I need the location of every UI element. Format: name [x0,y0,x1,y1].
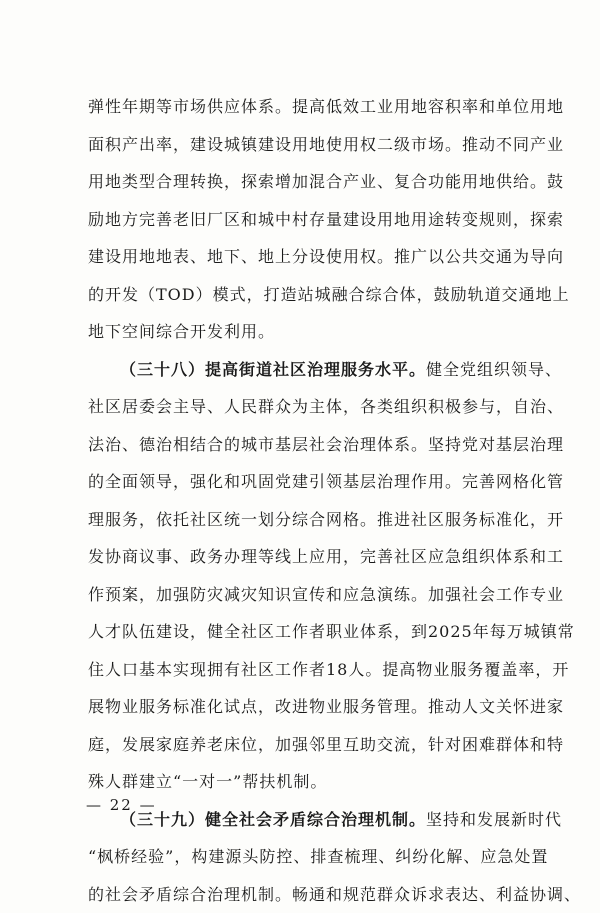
heading-continuation: 健全党组织领导、 [426,360,562,379]
section-heading-39: （三十九）健全社会矛盾综合治理机制。 [120,810,426,829]
paragraph-38 [88,351,512,801]
text-line: 励地方完善老旧厂区和城中村存量建设用地用途转变规则，探索 [88,201,512,239]
page-number: — 22 — [86,796,157,814]
paragraph-39 [88,801,512,913]
text-line: 用地类型合理转换，探索增加混合产业、复合功能用地供给。鼓 [88,163,512,201]
heading-continuation: 坚持和发展新时代 [426,810,562,829]
text-line: 人才队伍建设，健全社区工作者职业体系，到2025年每万城镇常 [88,613,512,651]
text-line: 的社会矛盾综合治理机制。畅通和规范群众诉求表达、利益协调、 [88,876,512,913]
text-line: 发协商议事、政务办理等线上应用，完善社区应急组织体系和工 [88,538,512,576]
text-line: 的开发（TOD）模式，打造站城融合综合体，鼓励轨道交通地上 [88,276,512,314]
paragraph-land-use [88,88,512,351]
text-line: 建设用地地表、地下、地上分设使用权。推广以公共交通为导向 [88,238,512,276]
text-line: 住人口基本实现拥有社区工作者18人。提高物业服务覆盖率，开 [88,651,512,689]
text-line: 庭，发展家庭养老床位，加强邻里互助交流，针对困难群体和特 [88,726,512,764]
text-line: 殊人群建立“一对一”帮扶机制。 [88,763,512,801]
text-line: 社区居委会主导、人民群众为主体，各类组织积极参与，自治、 [88,388,512,426]
text-line: 法治、德治相结合的城市基层社会治理体系。坚持党对基层治理 [88,426,512,464]
body-text [88,88,512,913]
text-line: 作预案，加强防灾减灾知识宣传和应急演练。加强社会工作专业 [88,576,512,614]
section-heading-38: （三十八）提高街道社区治理服务水平。 [120,360,426,379]
text-line: 面积产出率，建设城镇建设用地使用权二级市场。推动不同产业 [88,126,512,164]
text-line: 地下空间综合开发利用。 [88,313,512,351]
text-line: 弹性年期等市场供应体系。提高低效工业用地容积率和单位用地 [88,88,512,126]
text-line: 展物业服务标准化试点，改进物业服务管理。推动人文关怀进家 [88,688,512,726]
text-line: 的全面领导，强化和巩固党建引领基层治理作用。完善网格化管 [88,463,512,501]
text-line-first [88,351,512,389]
text-line: 理服务，依托社区统一划分综合网格。推进社区服务标准化，开 [88,501,512,539]
text-line: “枫桥经验”，构建源头防控、排查梳理、纠纷化解、应急处置 [88,838,512,876]
